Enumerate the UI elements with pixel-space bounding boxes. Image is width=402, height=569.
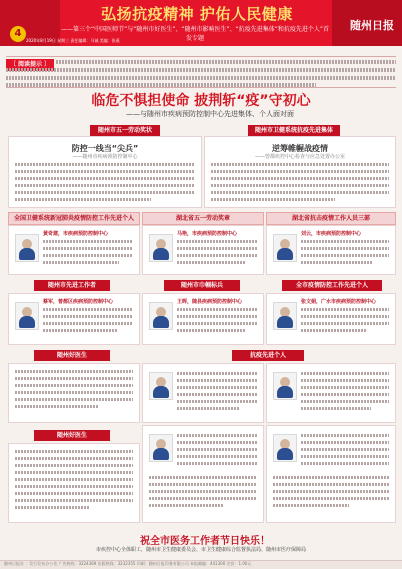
profile-photo: [149, 302, 173, 330]
footer-bottom-text: 随州日报社 ：发行发布办公室 广告热线：3224369 出版热线：3232355 印刷：随州日报印务有限公司 本报邮编：441300 定价：1.00元: [4, 561, 252, 566]
article-text-line: [15, 163, 195, 166]
header: [0, 0, 402, 46]
profile-card: [8, 293, 140, 345]
profile-text-line: [15, 492, 133, 495]
hero-subtitle: ——与随州市疾病预防控制中心先进集体、个人面对面: [126, 110, 294, 118]
profile-text-line: [273, 497, 389, 500]
profile-card: [142, 425, 264, 523]
profile-text-line: [15, 391, 133, 394]
profile-text-line: [301, 462, 389, 465]
profile-text-line: [177, 393, 257, 396]
header-subtitle: ——第三个“中国医师节”与“随州市好医生”、“随州市影响医生”、“抗疫先进集体”和抗疫先进个人”首发专题: [61, 26, 329, 42]
article-text-line: [15, 184, 195, 187]
profile-text-line: [301, 315, 389, 318]
profile-text-line: [15, 384, 133, 387]
profile-photo: [149, 234, 173, 262]
profile-text-line: [15, 471, 133, 474]
profile-text-line: [15, 370, 133, 373]
article-text-line: [211, 184, 389, 187]
profile-text-line: [301, 329, 367, 332]
profile-text-line: [43, 247, 133, 250]
profile-text-line: [177, 462, 257, 465]
lead-text-line: [6, 83, 316, 87]
right-article-card: [204, 136, 396, 208]
profile-text-line: [273, 504, 349, 507]
profile-text-line: [177, 261, 245, 264]
profile-photo: [273, 434, 297, 462]
hero-title: 临危不惧担使命 披荆斩“疫”守初心: [91, 93, 311, 109]
profile-text-line: [301, 240, 389, 243]
profile-text-line: [43, 322, 133, 325]
article-text-line: [211, 170, 389, 173]
header-title: 弘扬抗疫精神 护佑人民健康: [101, 5, 293, 23]
profile-card: [8, 443, 140, 523]
profile-photo: [15, 234, 39, 262]
profile-text-line: [15, 464, 133, 467]
page-number-badge: 4: [10, 26, 26, 42]
article-text-line: [211, 163, 389, 166]
profile-photo: [273, 372, 297, 400]
lead-text-line: [56, 60, 396, 64]
profile-card: [266, 425, 396, 523]
row3-banner-2: 抗疫先进个人: [232, 350, 304, 361]
profile-text-line: [301, 400, 389, 403]
row3-banner-1: 随州好医生: [34, 350, 110, 361]
lead-text-line: [6, 76, 396, 80]
section-title-left: 随州市五一劳动奖状: [90, 125, 160, 136]
profile-text-line: [177, 407, 239, 410]
profile-text-line: [177, 386, 257, 389]
section-title-right: 随州市卫健系统抗疫先进集体: [248, 125, 340, 136]
profile-name: 马艳，市疾病预防控制中心: [177, 231, 238, 237]
profile-text-line: [149, 476, 257, 479]
row1-banner-3: 湖北省抗击疫情工作人员三部: [266, 212, 396, 225]
row2-banner-2: 随州市巾帼标兵: [164, 280, 240, 291]
profile-photo: [15, 302, 39, 330]
profile-text-line: [43, 240, 133, 243]
profile-text-line: [43, 315, 133, 318]
profile-card: [266, 293, 396, 345]
profile-text-line: [301, 448, 389, 451]
profile-text-line: [15, 377, 133, 380]
article-text-line: [211, 198, 335, 201]
profile-name: 刘云，市疾病预防控制中心: [301, 231, 362, 237]
profile-text-line: [43, 254, 133, 257]
profile-card: [266, 363, 396, 423]
profile-text-line: [43, 261, 119, 264]
profile-text-line: [149, 490, 257, 493]
profile-text-line: [301, 393, 389, 396]
profile-text-line: [301, 308, 389, 311]
profile-text-line: [177, 240, 257, 243]
profile-text-line: [15, 398, 133, 401]
profile-text-line: [301, 434, 389, 437]
profile-card: [142, 293, 264, 345]
profile-text-line: [177, 434, 257, 437]
left-article-title: 防控一线当“尖兵”: [71, 144, 139, 153]
left-article-subtitle: ——随州市疾病预防控制中心: [72, 154, 138, 160]
profile-text-line: [15, 499, 133, 502]
profile-photo: [149, 372, 173, 400]
profile-text-line: [301, 261, 373, 264]
profile-photo: [149, 434, 173, 462]
profile-card: [8, 363, 140, 423]
profile-text-line: [301, 247, 389, 250]
profile-text-line: [273, 483, 389, 486]
row2-banner-1: 随州市先进工作者: [34, 280, 110, 291]
profile-text-line: [273, 476, 389, 479]
article-text-line: [211, 191, 389, 194]
right-article-title: 逆筹帷幄战疫情: [272, 144, 328, 153]
profile-text-line: [177, 322, 257, 325]
row1-banner-1: 全国卫健系统新冠肺炎疫情防控工作先进个人: [8, 212, 140, 225]
article-text-line: [15, 170, 195, 173]
profile-text-line: [177, 254, 257, 257]
profile-card: [8, 225, 140, 275]
profile-text-line: [15, 478, 133, 481]
profile-name: 蔡军，曾都区疾病预防控制中心: [43, 299, 114, 305]
lead-box: [6, 56, 396, 88]
profile-name: 王晖，随县疾病预防控制中心: [177, 299, 243, 305]
profile-text-line: [273, 490, 389, 493]
profile-text-line: [301, 455, 389, 458]
article-text-line: [211, 177, 389, 180]
profile-name: 张文娟，广水市疾病预防控制中心: [301, 299, 377, 305]
profile-photo: [273, 302, 297, 330]
row1-banner-2: 湖北省五一劳动奖章: [142, 212, 264, 225]
profile-text-line: [301, 372, 389, 375]
profile-text-line: [15, 457, 133, 460]
profile-text-line: [301, 407, 371, 410]
right-article-subtitle: ——曾都疾控中心检查与应急处置办公室: [254, 154, 345, 160]
header-date: 2020年8月19日 星期三 责任编辑：马诚 美编：张燕: [26, 38, 120, 43]
profile-text-line: [177, 379, 257, 382]
profile-text-line: [149, 504, 223, 507]
profile-text-line: [43, 308, 133, 311]
profile-text-line: [177, 308, 257, 311]
brand-name: 随州日报: [350, 19, 394, 32]
footer-title: 祝全市医务工作者节日快乐！: [140, 536, 270, 547]
footer-subtitle: 市疾控中心全体职工，随州市卫生健康委员会、市卫生健康综合监督执法局、随州市医疗保障局: [95, 547, 306, 553]
profile-card: [142, 225, 264, 275]
left-article-card: [8, 136, 202, 208]
profile-text-line: [177, 448, 257, 451]
profile-text-line: [301, 322, 389, 325]
profile-text-line: [301, 441, 389, 444]
article-text-line: [15, 177, 195, 180]
profile-text-line: [149, 483, 257, 486]
profile-text-line: [301, 254, 389, 257]
profile-text-line: [177, 441, 257, 444]
profile-text-line: [15, 485, 133, 488]
profile-text-line: [301, 379, 389, 382]
profile-text-line: [177, 329, 245, 332]
profile-card: [142, 363, 264, 423]
profile-text-line: [301, 386, 389, 389]
profile-text-line: [177, 400, 257, 403]
profile-photo: [273, 234, 297, 262]
lead-text-line: [6, 68, 396, 72]
article-text-line: [15, 191, 195, 194]
profile-text-line: [177, 315, 257, 318]
profile-card: [266, 225, 396, 275]
profile-text-line: [15, 450, 133, 453]
profile-text-line: [15, 405, 99, 408]
article-text-line: [15, 198, 151, 201]
profile-name: 黄奇建，市疾病预防控制中心: [43, 231, 109, 237]
profile-text-line: [177, 455, 257, 458]
profile-text-line: [43, 329, 117, 332]
profile-text-line: [149, 497, 257, 500]
profile-text-line: [177, 372, 257, 375]
lead-tag: 〔 阅读提示 〕: [6, 59, 54, 71]
row2-banner-3: 全市疫情防控工作先进个人: [282, 280, 382, 291]
profile-text-line: [177, 247, 257, 250]
row4-banner-1: 随州好医生: [34, 430, 110, 441]
profile-text-line: [15, 506, 89, 509]
